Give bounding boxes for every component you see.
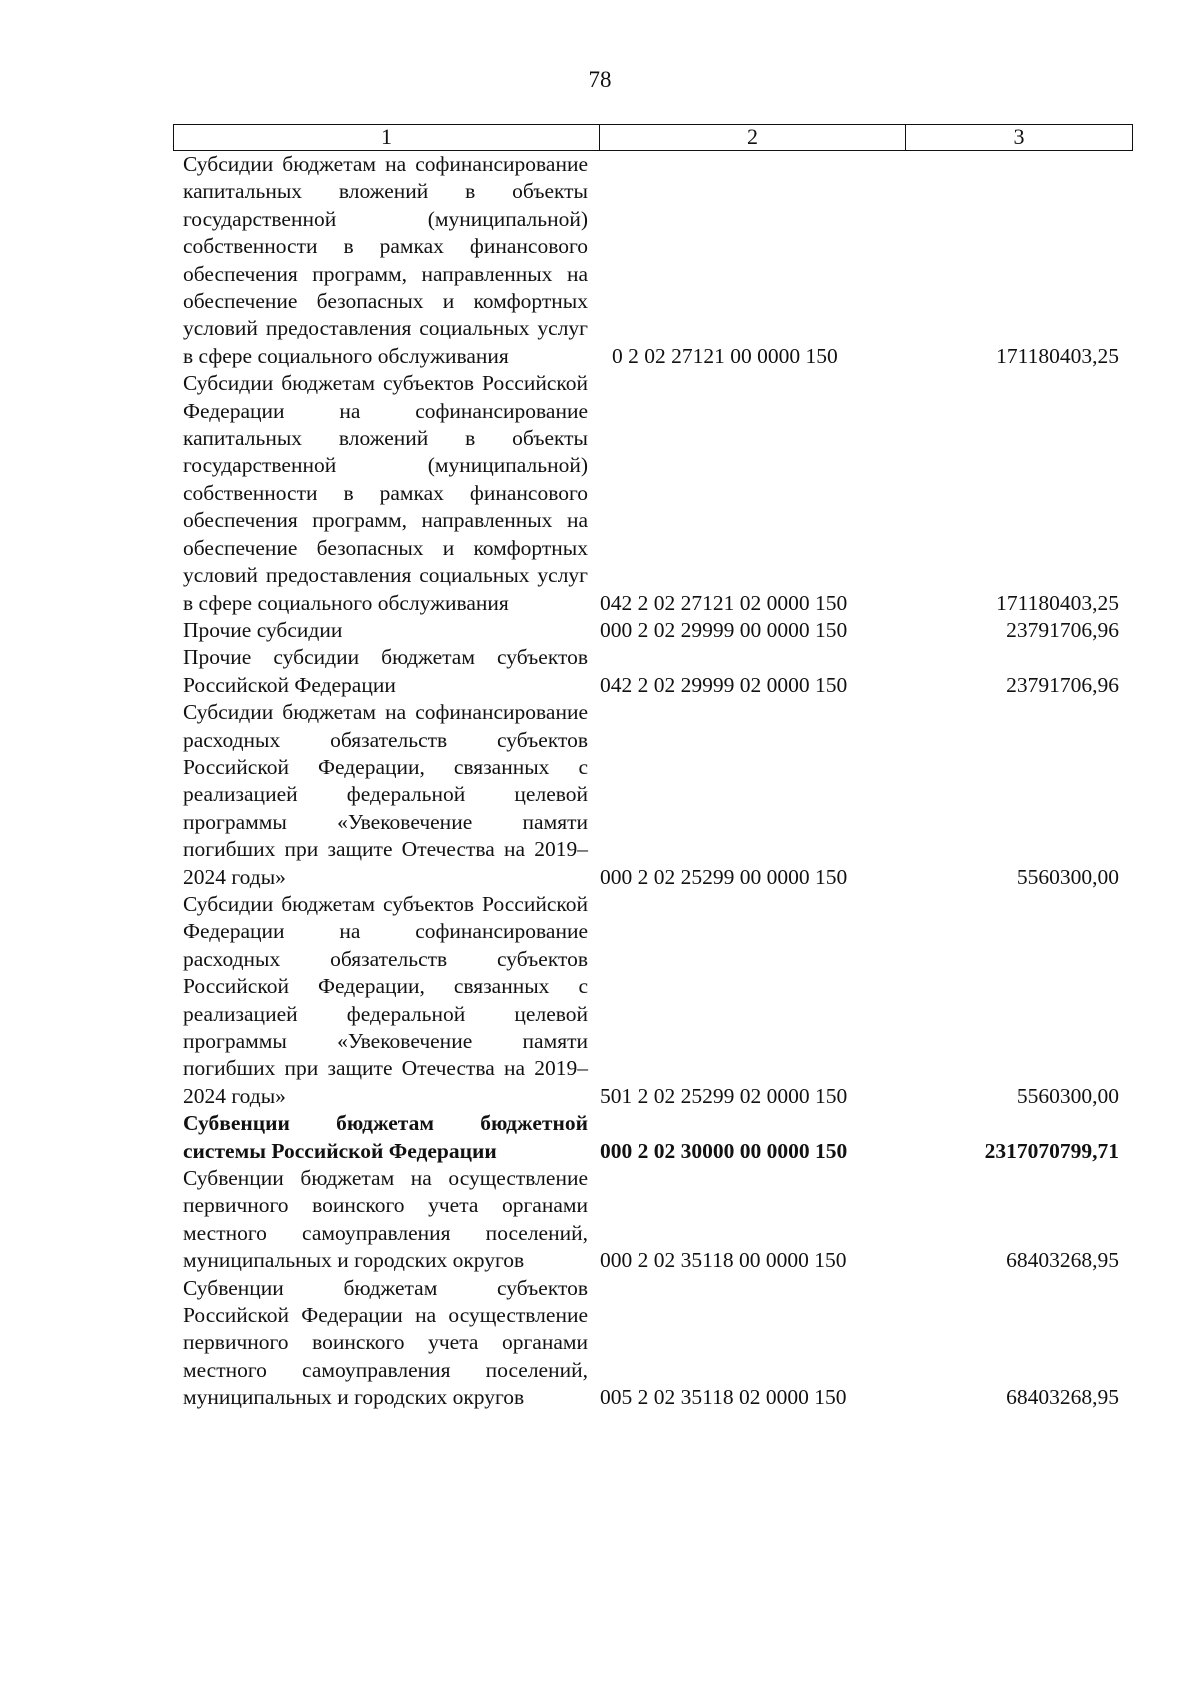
table-header xyxy=(173,124,1133,151)
row-amount: 23791706,96 xyxy=(1006,672,1119,697)
table-row xyxy=(183,644,1123,699)
row-code: 0 2 02 27121 00 0000 150 xyxy=(612,343,838,368)
table-row xyxy=(183,699,1123,891)
row-description: Субвенции бюджетам на осуществление первичного воинского учета органами местного самоуправления поселений, муниципальных и городских округов xyxy=(183,1166,588,1273)
row-amount: 23791706,96 xyxy=(1006,617,1119,642)
row-code: 000 2 02 29999 00 0000 150 xyxy=(600,617,848,642)
row-amount: 171180403,25 xyxy=(996,343,1119,368)
row-amount: 5560300,00 xyxy=(1016,1083,1119,1108)
column-header-1: 1 xyxy=(174,125,600,150)
row-amount: 5560300,00 xyxy=(1016,864,1119,889)
row-code: 005 2 02 35118 02 0000 150 xyxy=(600,1385,847,1410)
table-row xyxy=(183,617,1123,644)
table-row xyxy=(183,891,1123,1110)
row-description: Субсидии бюджетам на софинансирование капитальных вложений в объекты государственной (муниципальной) собственности в рамках финансового обеспечения программ, направленных на обеспечение безопасных и комфортных условий предоставления социальных услуг в сфере социального обслуживания xyxy=(183,152,588,368)
table-row xyxy=(183,1275,1123,1412)
row-description: Прочие субсидии бюджетам субъектов Российской Федерации xyxy=(183,645,588,697)
table-body xyxy=(183,151,1123,1412)
row-amount: 2317070799,71 xyxy=(984,1138,1119,1163)
row-description: Прочие субсидии xyxy=(183,617,343,642)
column-header-3: 3 xyxy=(1013,124,1025,149)
row-code: 000 2 02 25299 00 0000 150 xyxy=(600,864,848,889)
table-row xyxy=(183,151,1123,370)
row-description: Субвенции бюджетам бюджетной системы Российской Федерации xyxy=(183,1111,588,1163)
row-code: 000 2 02 35118 00 0000 150 xyxy=(600,1248,847,1273)
row-amount: 68403268,95 xyxy=(1006,1248,1119,1273)
row-description: Субсидии бюджетам субъектов Российской Федерации на софинансирование расходных обязательств субъектов Российской Федерации, связанных с реализацией федеральной целевой программы «Увековечение памяти погибших при защите Отечества на 2019–2024 годы» xyxy=(183,891,588,1108)
row-description: Субсидии бюджетам на софинансирование расходных обязательств субъектов Российской Федерации, связанных с реализацией федеральной целевой программы «Увековечение памяти погибших при защите Отечества на 2019–2024 годы» xyxy=(183,700,588,889)
column-header-2: 2 xyxy=(600,125,906,150)
row-description: Субсидии бюджетам субъектов Российской Федерации на софинансирование капитальных вложений в объекты государственной (муниципальной) собственности в рамках финансового обеспечения программ, направленных на обеспечение безопасных и комфортных условий предоставления социальных услуг в сфере социального обслуживания xyxy=(183,371,588,615)
row-code: 042 2 02 29999 02 0000 150 xyxy=(600,672,848,697)
page-number: 78 xyxy=(588,67,612,92)
row-code: 000 2 02 30000 00 0000 150 xyxy=(600,1138,848,1163)
row-code: 501 2 02 25299 02 0000 150 xyxy=(600,1083,848,1108)
row-code: 042 2 02 27121 02 0000 150 xyxy=(600,590,848,615)
table-row xyxy=(183,370,1123,617)
table-row xyxy=(183,1165,1123,1275)
row-amount: 171180403,25 xyxy=(996,590,1119,615)
row-amount: 68403268,95 xyxy=(1006,1385,1119,1410)
table-row-total xyxy=(183,1110,1123,1165)
row-description: Субвенции бюджетам субъектов Российской Федерации на осуществление первичного воинского учета органами местного самоуправления поселений, муниципальных и городских округов xyxy=(183,1275,588,1410)
